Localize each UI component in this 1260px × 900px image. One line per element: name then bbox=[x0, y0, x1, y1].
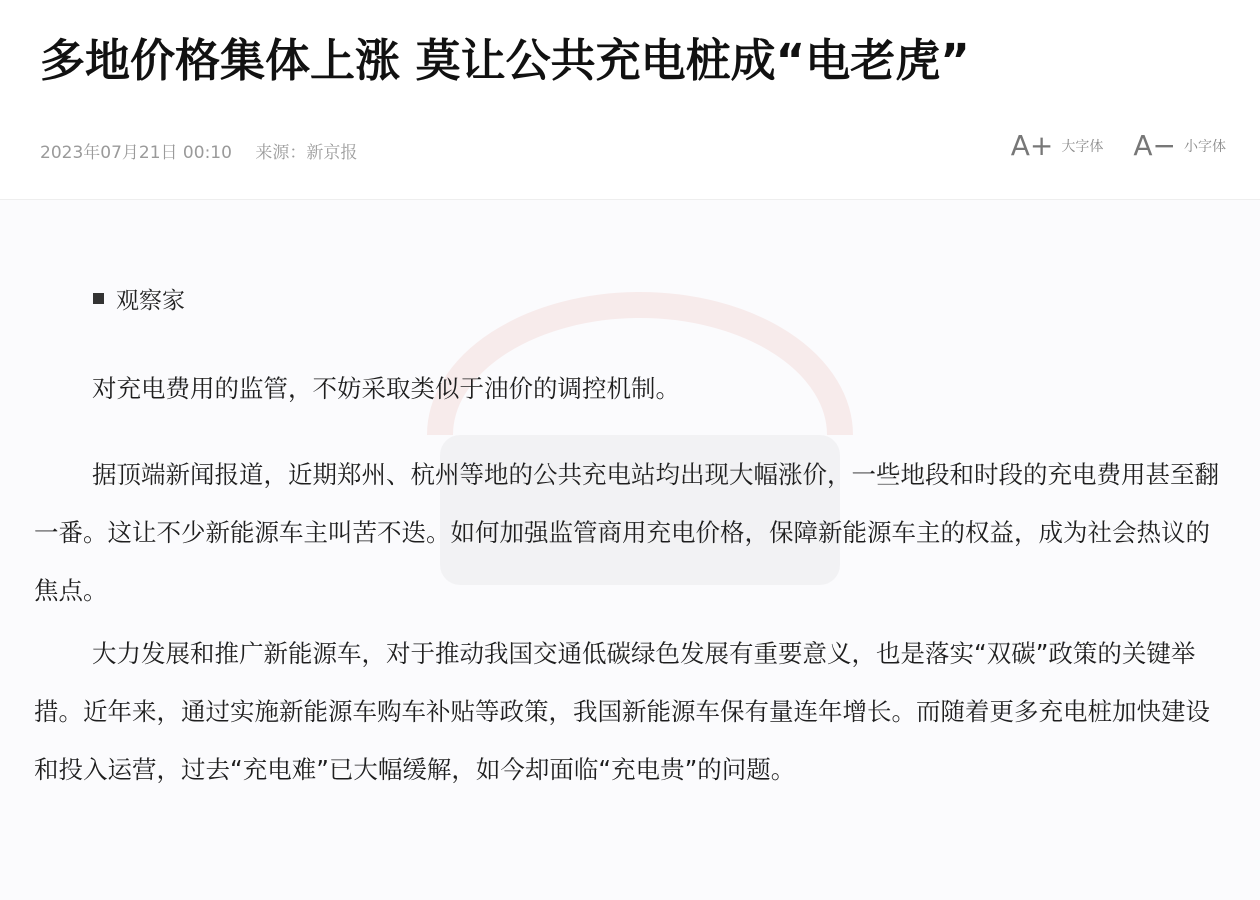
paragraph-3: 大力发展和推广新能源车，对于推动我国交通低碳绿色发展有重要意义，也是落实“双碳”政策的关键举措。近年来，通过实施新能源车购车补贴等政策，我国新能源车保有量连年增长。而随着更多充电桩加快建设和投入运营，过去“充电难”已大幅缓解，如今却面临“充电贵”的问题。 bbox=[34, 639, 1210, 784]
font-size-tools bbox=[1010, 129, 1226, 162]
font-decrease-icon: A− bbox=[1133, 129, 1176, 162]
article-header bbox=[0, 0, 1260, 200]
font-small-label: 小字体 bbox=[1184, 139, 1226, 155]
paragraph-1: 对充电费用的监管，不妨采取类似于油价的调控机制。 bbox=[92, 374, 680, 403]
paragraph-2: 据顶端新闻报道，近期郑州、杭州等地的公共充电站均出现大幅涨价，一些地段和时段的充电费用甚至翻一番。这让不少新能源车主叫苦不迭。如何加强监管商用充电价格，保障新能源车主的权益，成为社会热议的焦点。 bbox=[34, 460, 1219, 605]
font-large-label: 大字体 bbox=[1061, 139, 1104, 155]
font-large-button[interactable] bbox=[1010, 129, 1104, 162]
article-body bbox=[0, 200, 1260, 900]
section-header bbox=[93, 282, 185, 315]
article-meta bbox=[40, 138, 375, 163]
square-bullet-icon bbox=[93, 293, 104, 304]
article-source: 来源：新京报 bbox=[255, 143, 358, 163]
font-small-button[interactable] bbox=[1133, 129, 1226, 162]
section-label: 观察家 bbox=[116, 288, 185, 314]
article-title: 多地价格集体上涨 莫让公共充电桩成“电老虎” bbox=[40, 34, 970, 87]
publish-date: 2023年07月21日 00:10 bbox=[40, 143, 232, 163]
font-increase-icon: A+ bbox=[1010, 129, 1054, 162]
